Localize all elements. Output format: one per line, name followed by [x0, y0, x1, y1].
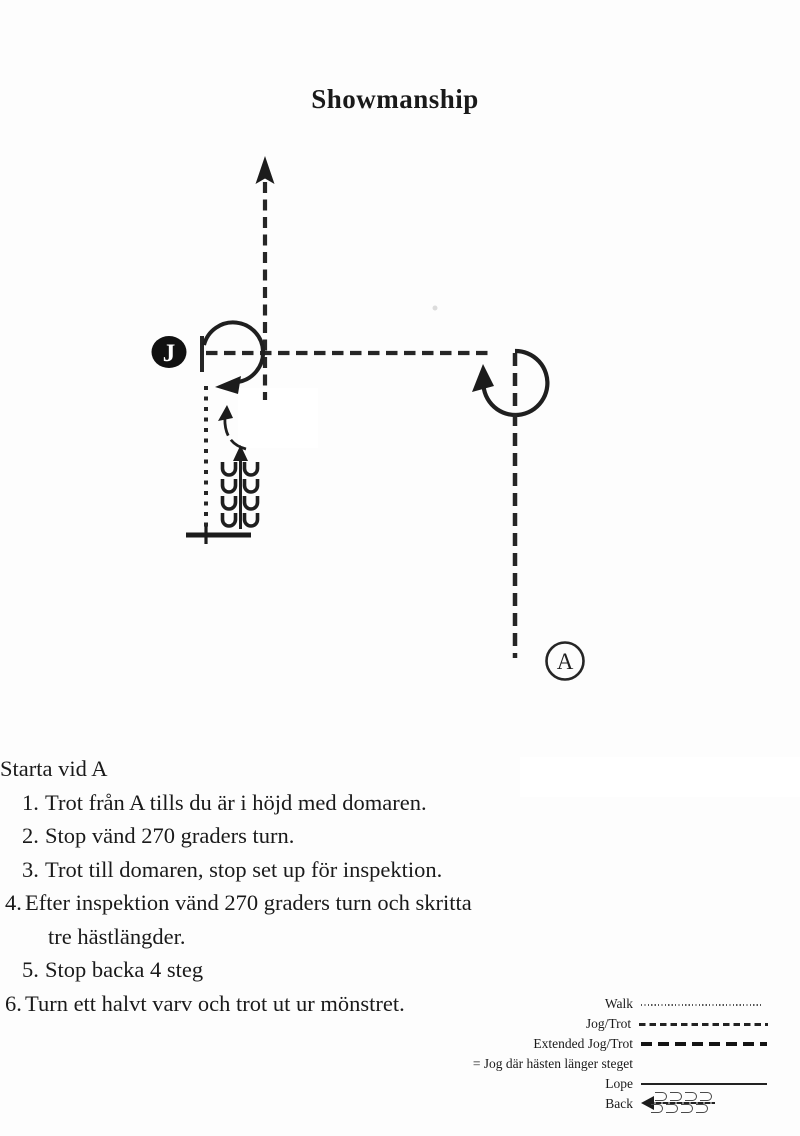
legend-label: Lope — [605, 1076, 633, 1091]
legend-row-back — [423, 1094, 768, 1114]
lope-line-swatch — [641, 1083, 767, 1086]
exit-arrowhead-icon — [256, 156, 275, 184]
instruction-text-continuation: tre hästlängder. — [48, 923, 186, 949]
instruction-number: 3. — [22, 856, 39, 882]
jog-trot-line-swatch — [639, 1023, 768, 1026]
walk-line-swatch — [641, 1004, 763, 1006]
right-turn-arrowhead-icon — [472, 364, 494, 392]
start-marker-label: A — [556, 649, 574, 674]
scan-smudge-dot — [433, 306, 438, 311]
legend-row-note — [423, 1054, 768, 1074]
page-title: Showmanship — [311, 84, 479, 114]
instruction-text: Trot från A tills du är i höjd med domaren. — [45, 789, 427, 815]
instruction-text: Trot till domaren, stop set up för inspektion. — [45, 856, 443, 882]
instruction-text: Stop vänd 270 graders turn. — [45, 823, 295, 848]
instruction-item — [0, 786, 640, 820]
instructions-block — [0, 752, 640, 1020]
legend-label: Extended Jog/Trot — [533, 1036, 633, 1051]
back-swatch-hoofprints-row — [655, 1092, 715, 1101]
instruction-text: Stop backa 4 steg — [45, 957, 204, 982]
instruction-item — [0, 953, 640, 987]
instruction-item — [0, 853, 640, 887]
judge-turn-arrowhead-icon — [215, 376, 241, 394]
legend-row-jog — [423, 1014, 768, 1034]
back-swatch-hoofprints-row — [651, 1104, 711, 1113]
legend-note: = Jog där hästen länger steget — [472, 1056, 633, 1071]
half-turn-arrow — [225, 415, 246, 449]
gait-legend — [423, 994, 768, 1114]
extended-jog-trot-line-swatch — [641, 1042, 767, 1046]
instruction-number: 5. — [22, 957, 39, 982]
legend-label: Jog/Trot — [585, 1016, 632, 1031]
legend-label: Back — [605, 1096, 633, 1111]
instruction-number: 1. — [22, 789, 39, 815]
instruction-text: Turn ett halvt varv och trot ut ur mönstret. — [25, 990, 405, 1016]
instruction-item — [0, 819, 640, 853]
legend-label: Walk — [604, 996, 633, 1011]
half-turn-arrowhead-icon — [218, 405, 233, 421]
legend-row-walk — [423, 994, 768, 1014]
instruction-number: 6. — [5, 990, 22, 1016]
judge-marker-label: J — [162, 340, 176, 367]
instruction-number: 4. — [5, 890, 22, 915]
back-arrowhead-icon — [233, 445, 248, 461]
instruction-item — [0, 886, 640, 920]
instructions-intro: Starta vid A — [0, 756, 108, 781]
legend-row-extended — [423, 1034, 768, 1054]
instruction-text: Efter inspektion vänd 270 graders turn och skritta — [25, 890, 472, 915]
instruction-number: 2. — [22, 823, 39, 848]
back-symbol-swatch — [641, 1091, 731, 1115]
